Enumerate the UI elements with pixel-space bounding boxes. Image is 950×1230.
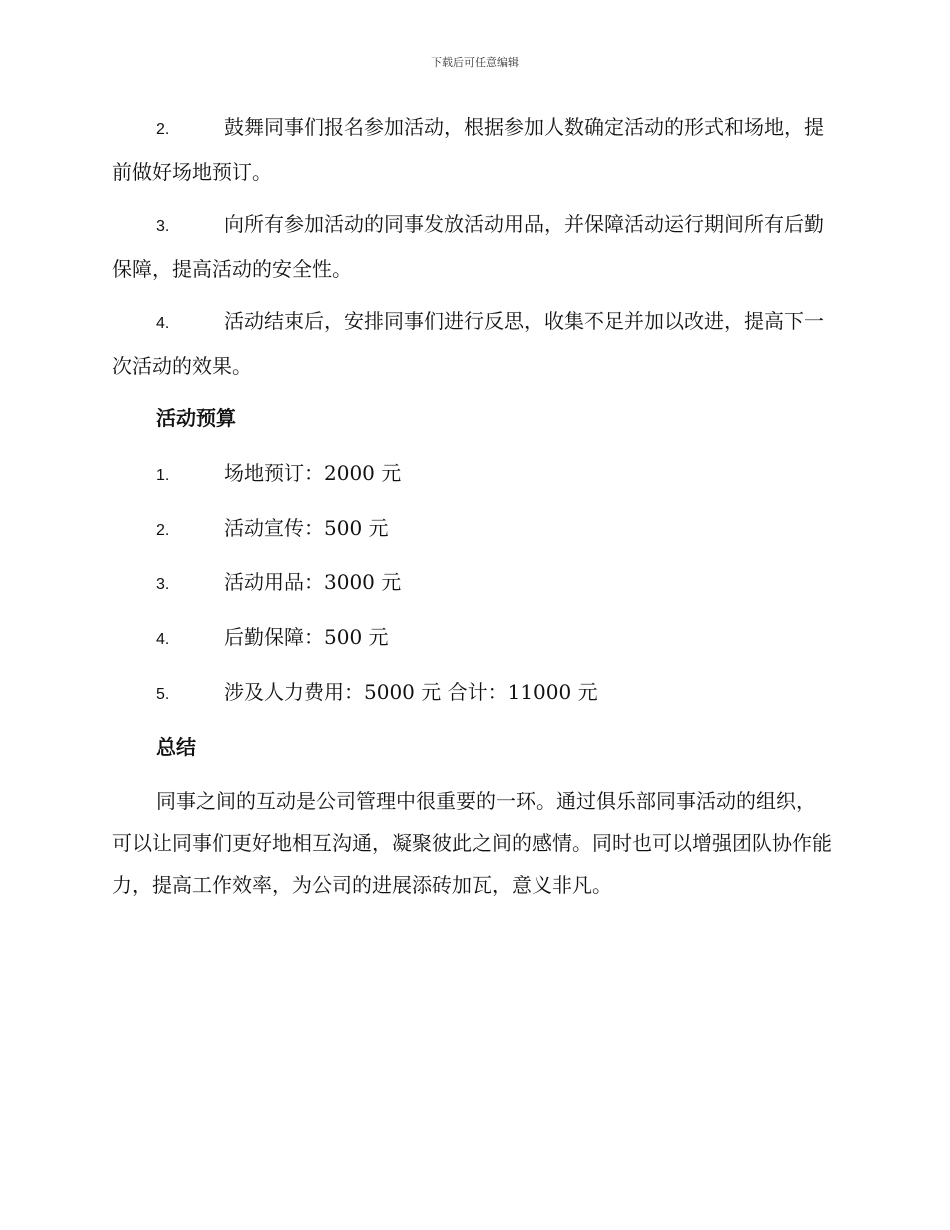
budget-item [156,458,401,491]
summary-paragraph: 同事之间的互动是公司管理中很重要的一环。通过俱乐部同事活动的组织，可以让同事们更好地相互沟通，凝聚彼此之间的感情。同时也可以增强团队协作能力，提高工作效率，为公司的进展添砖加瓦，意义非凡。 [112,789,832,897]
step-text: 活动结束后，安排同事们进行反思，收集不足并加以改进，提高下一次活动的效果。 [112,309,824,378]
budget-heading: 活动预算 [156,406,236,430]
budget-item [156,622,389,655]
budget-item-text: 场地预订：2000 元 [224,461,402,485]
budget-item-text: 后勤保障：500 元 [224,625,389,649]
budget-item-number: 5. [156,686,170,703]
budget-item [156,513,389,546]
step-item [112,300,832,387]
step-text: 鼓舞同事们报名参加活动，根据参加人数确定活动的形式和场地，提前做好场地预订。 [112,115,824,184]
budget-item-text: 涉及人力费用：5000 元 合计：11000 元 [224,680,598,704]
step-number: 3. [156,218,170,235]
budget-item-text: 活动用品：3000 元 [224,570,402,594]
summary-heading: 总结 [156,735,196,759]
budget-item [156,677,598,710]
budget-item-number: 1. [156,467,170,484]
budget-item-number: 4. [156,631,170,648]
step-text: 向所有参加活动的同事发放活动用品，并保障活动运行期间所有后勤保障，提高活动的安全性。 [112,212,824,281]
budget-item-number: 2. [156,522,170,539]
step-item [112,203,832,290]
budget-item-number: 3. [156,576,170,593]
budget-item-text: 活动宣传：500 元 [224,516,389,540]
step-number: 2. [156,121,170,138]
step-item [112,106,832,193]
step-number: 4. [156,315,170,332]
budget-item [156,567,401,600]
page-header: 下载后可任意编辑 [431,56,519,69]
